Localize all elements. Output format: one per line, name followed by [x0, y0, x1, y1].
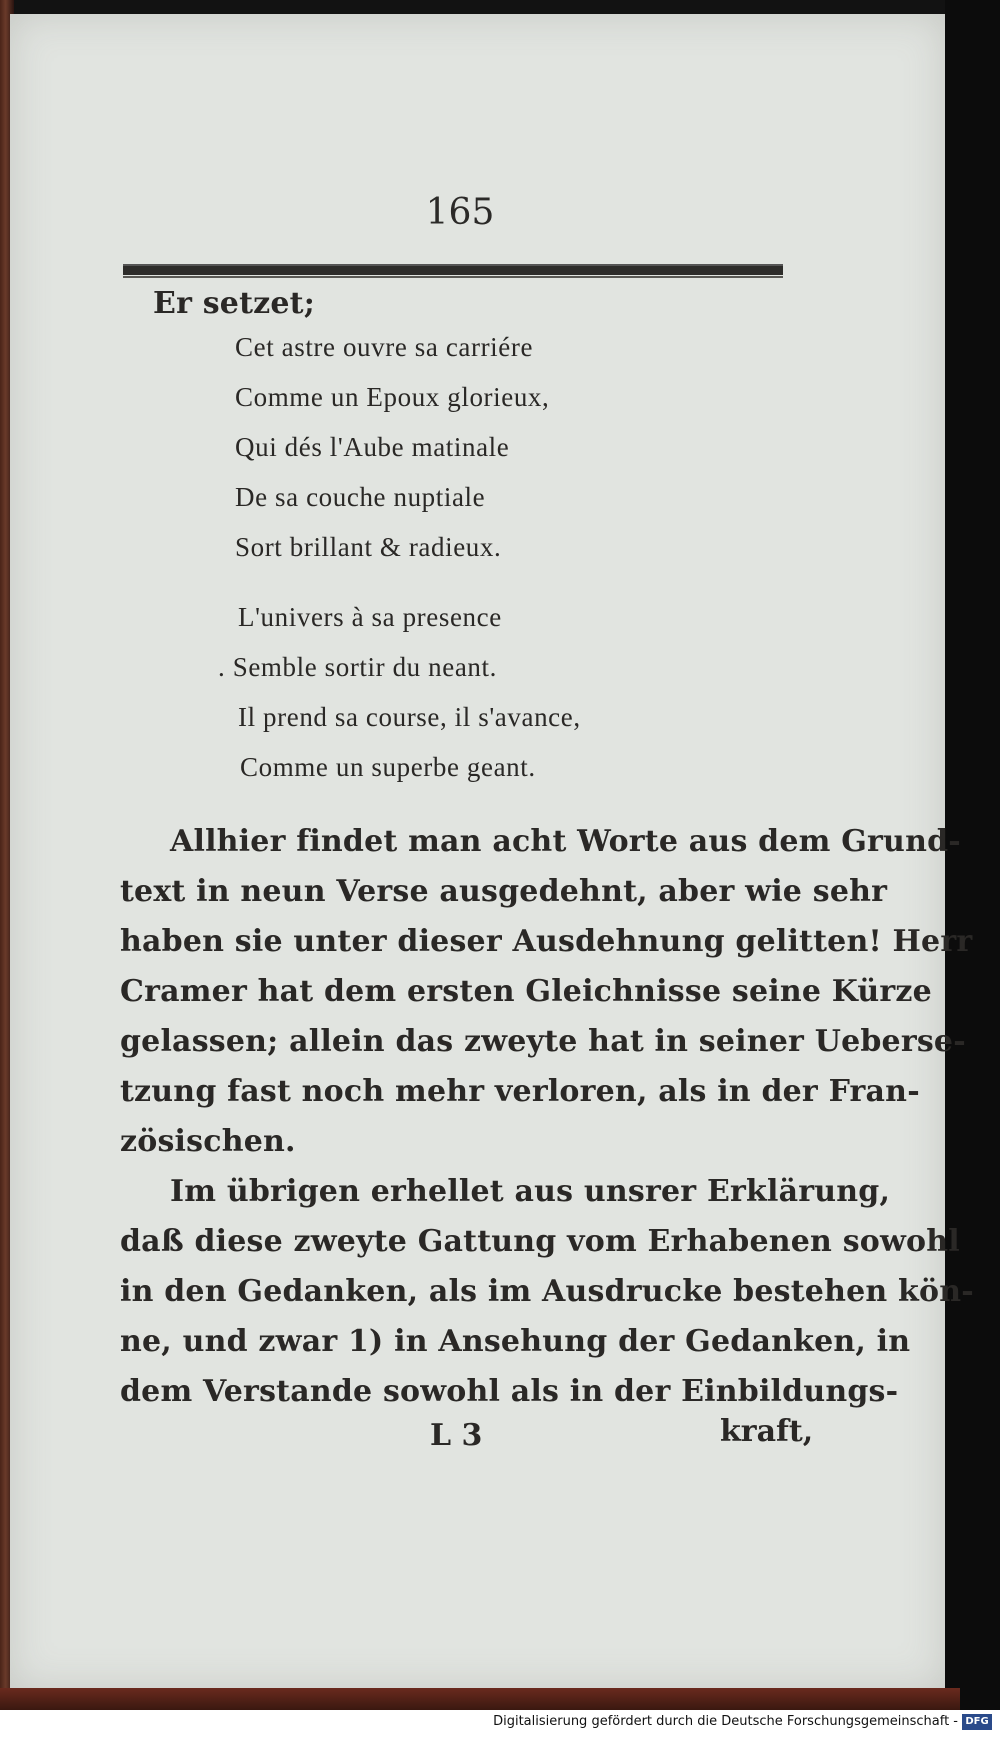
- funding-credit: Digitalisierung gefördert durch die Deutsche Forschungsgemeinschaft -: [493, 1714, 958, 1729]
- paragraph-line: daß diese zweyte Gattung vom Erhabenen sowohl: [120, 1224, 960, 1259]
- paragraph-line: dem Verstande sowohl als in der Einbildungs-: [120, 1374, 899, 1409]
- book-spine: [945, 0, 1000, 1741]
- paragraph-line: Allhier findet man acht Worte aus dem Grund-: [170, 824, 961, 859]
- verse-line: Cet astre ouvre sa carriére: [235, 332, 534, 362]
- verse-line: Sort brillant & radieux.: [235, 532, 502, 562]
- paragraph-line: tzung fast noch mehr verloren, als in der Fran-: [120, 1074, 920, 1109]
- intro-line: Er setzet;: [153, 286, 316, 321]
- scanned-page: [10, 14, 974, 1690]
- verse-line: Comme un superbe geant.: [240, 752, 536, 782]
- verse-line: . Semble sortir du neant.: [218, 652, 497, 682]
- paragraph-line: zösischen.: [120, 1124, 296, 1159]
- verse-line: Il prend sa course, il s'avance,: [238, 702, 581, 732]
- dfg-logo: DFG: [962, 1714, 992, 1730]
- verse-line: Comme un Epoux glorieux,: [235, 382, 550, 412]
- paragraph-line: ne, und zwar 1) in Ansehung der Gedanken, in: [120, 1324, 911, 1359]
- header-rule: [123, 264, 783, 275]
- catchword: kraft,: [720, 1414, 814, 1449]
- paragraph-line: Im übrigen erhellet aus unsrer Erklärung,: [170, 1174, 891, 1209]
- paragraph-line: haben sie unter dieser Ausdehnung gelitten! Herr: [120, 924, 973, 959]
- book-edge-bottom: [0, 1688, 960, 1710]
- verse-line: De sa couche nuptiale: [235, 482, 486, 512]
- verse-line: L'univers à sa presence: [238, 602, 502, 632]
- header-rule-thin: [123, 276, 783, 278]
- paragraph-line: Cramer hat dem ersten Gleichnisse seine Kürze: [120, 974, 932, 1009]
- signature-mark: L 3: [430, 1418, 483, 1453]
- paragraph-line: in den Gedanken, als im Ausdrucke bestehen kön-: [120, 1274, 974, 1309]
- paragraph-line: text in neun Verse ausgedehnt, aber wie sehr: [120, 874, 888, 909]
- paragraph-line: gelassen; allein das zweyte hat in seiner Ueberse-: [120, 1024, 966, 1059]
- page-number: 165: [425, 192, 495, 233]
- verse-line: Qui dés l'Aube matinale: [235, 432, 510, 462]
